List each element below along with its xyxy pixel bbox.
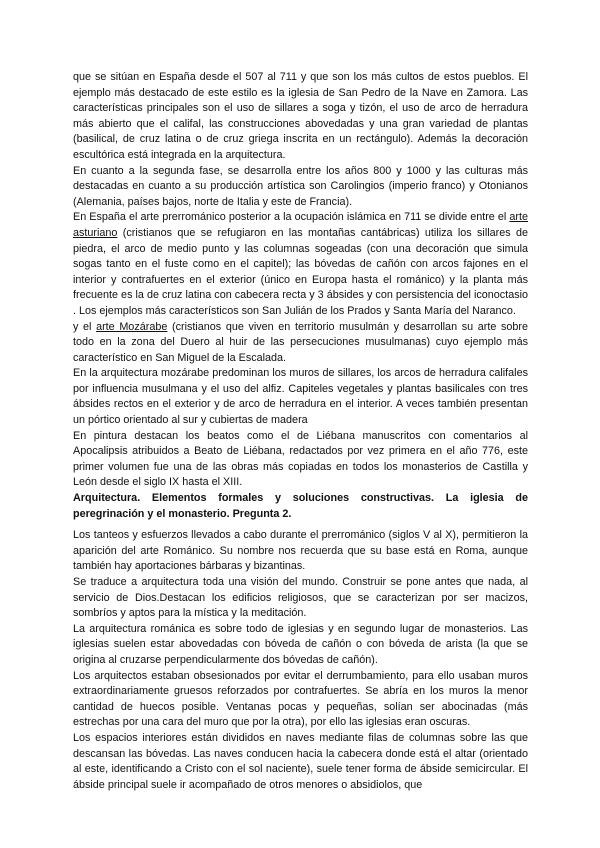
paragraph-segunda-fase: En cuanto a la segunda fase, se desarrolla entre los años 800 y 1000 y las culturas más destacadas en cuanto a su producción artística son Carolingios (imperio franco) y Otonianos (Alemania, países bajos, norte de Italia y este de Francia). (73, 164, 528, 208)
paragraph-text-pre: y el (73, 320, 97, 333)
paragraph-text-pre: En España el arte prerrománico posterior a la ocupación islámica en 711 se divide entre el (73, 211, 510, 224)
paragraph-iglesias-monasterios: La arquitectura románica es sobre todo de iglesias y en segundo lugar de monasterios. Las iglesias suelen estar abovedadas con bóveda de cañón o con bóveda de arista (la que se origina al cruzarse perpendicularmente dos bóvedas de cañón). (73, 622, 528, 666)
paragraph-vision-del-mundo: Se traduce a arquitectura toda una visión del mundo. Construir se pone antes que nada, al servicio de Dios.Destacan los edificios religiosos, que se caracterizan por ser macizos, sombríos y aptos para la mística y la meditación. (73, 576, 528, 620)
paragraph-text-post: (cristianos que viven en territorio musulmán y desarrollan su arte sobre todo en la zona del Duero al huir de las persecuciones musulmanas) cuyo ejemplo más característico en San Miguel de la Escalada. (73, 320, 528, 364)
arte-asturiano-link[interactable]: arte asturiano (73, 211, 528, 239)
arte-mozarabe-link[interactable]: arte Mozárabe (96, 320, 168, 333)
paragraph-arte-asturiano (73, 210, 528, 319)
paragraph-arte-mozarabe (73, 320, 528, 367)
section-heading: Arquitectura. Elementos formales y soluciones constructivas. La iglesia de peregrinación y el monasterio. Pregunta 2. (73, 492, 528, 520)
paragraph-text-post: (cristianos que se refugiaron en las montañas cantábricas) utiliza los sillares de piedra, el arco de medio punto y las columnas sogeadas (con una decoración que simula sogas tanto en el fuste como en el capitel); las bóvedas de cañón con arcos fajones en el interior y contrafuertes en el exterior (único en Europa hasta el románico) y la planta más frecuente es la de cruz latina con cabecera recta y 3 ábsides y con persistencia del iconoctasio . Los ejemplos más característicos son San Julián de los Prados y Santa María del Naranco. (73, 226, 528, 317)
paragraph-visigodo: que se sitúan en España desde el 507 al 711 y que son los más cultos de estos pueblos. El ejemplo más destacado de este estilo es la iglesia de San Pedro de la Nave en Zamora. Las características principales son el uso de sillares a soga y tizón, el uso de arco de herradura más abierto que el califal, las construcciones abovedadas y una gran variedad de plantas (basilical, de cruz latina o de cruz griega inscrita en un rectángulo). Además la decoración escultórica está integrada en la arquitectura. (73, 71, 528, 161)
paragraph-pintura-beatos: En pintura destacan los beatos como el de Liébana manuscritos con comentarios al Apocalipsis atribuidos a Beato de Liébana, redactados por vez primera en el año 776, este primer volumen fue una de las obras más copiadas en todos los monasterios de Castilla y León desde el siglo IX hasta el XIII. (73, 429, 528, 489)
paragraph-tanteos: Los tanteos y esfuerzos llevados a cabo durante el prerrománico (siglos V al X), permitieron la aparición del arte Románico. Su nombre nos recuerda que su base está en Roma, aunque también hay aportaciones bárbaras y bizantinas. (73, 529, 528, 573)
paragraph-espacios-interiores: Los espacios interiores están divididos en naves mediante filas de columnas sobre las que descansan las bóvedas. Las naves conducen hacia la cabecera donde está el altar (orientado al este, identificando a Cristo con el sol naciente), suele tener forma de ábside semicircular. El ábside principal suele ir acompañado de otros menores o absidiolos, que (73, 731, 528, 791)
paragraph-derrumbamiento: Los arquitectos estaban obsesionados por evitar el derrumbamiento, para ello usaban muros extraordinariamente gruesos reforzados por contrafuertes. Se abría en los muros la menor cantidad de huecos posible. Ventanas pocas y pequeñas, solían ser abocinadas (más estrechas por una cara del muro que por la otra), por ello las iglesias eran oscuras. (73, 669, 528, 729)
paragraph-arquitectura-mozarabe: En la arquitectura mozárabe predominan los muros de sillares, los arcos de herradura califales por influencia musulmana y el uso del alfiz. Capiteles vegetales y plantas basilicales con tres ábsides rectos en el exterior y de arco de herradura en el interior. A veces también presentan un pórtico orientado al sur y cubiertas de madera (73, 367, 528, 427)
document-page (73, 70, 528, 793)
